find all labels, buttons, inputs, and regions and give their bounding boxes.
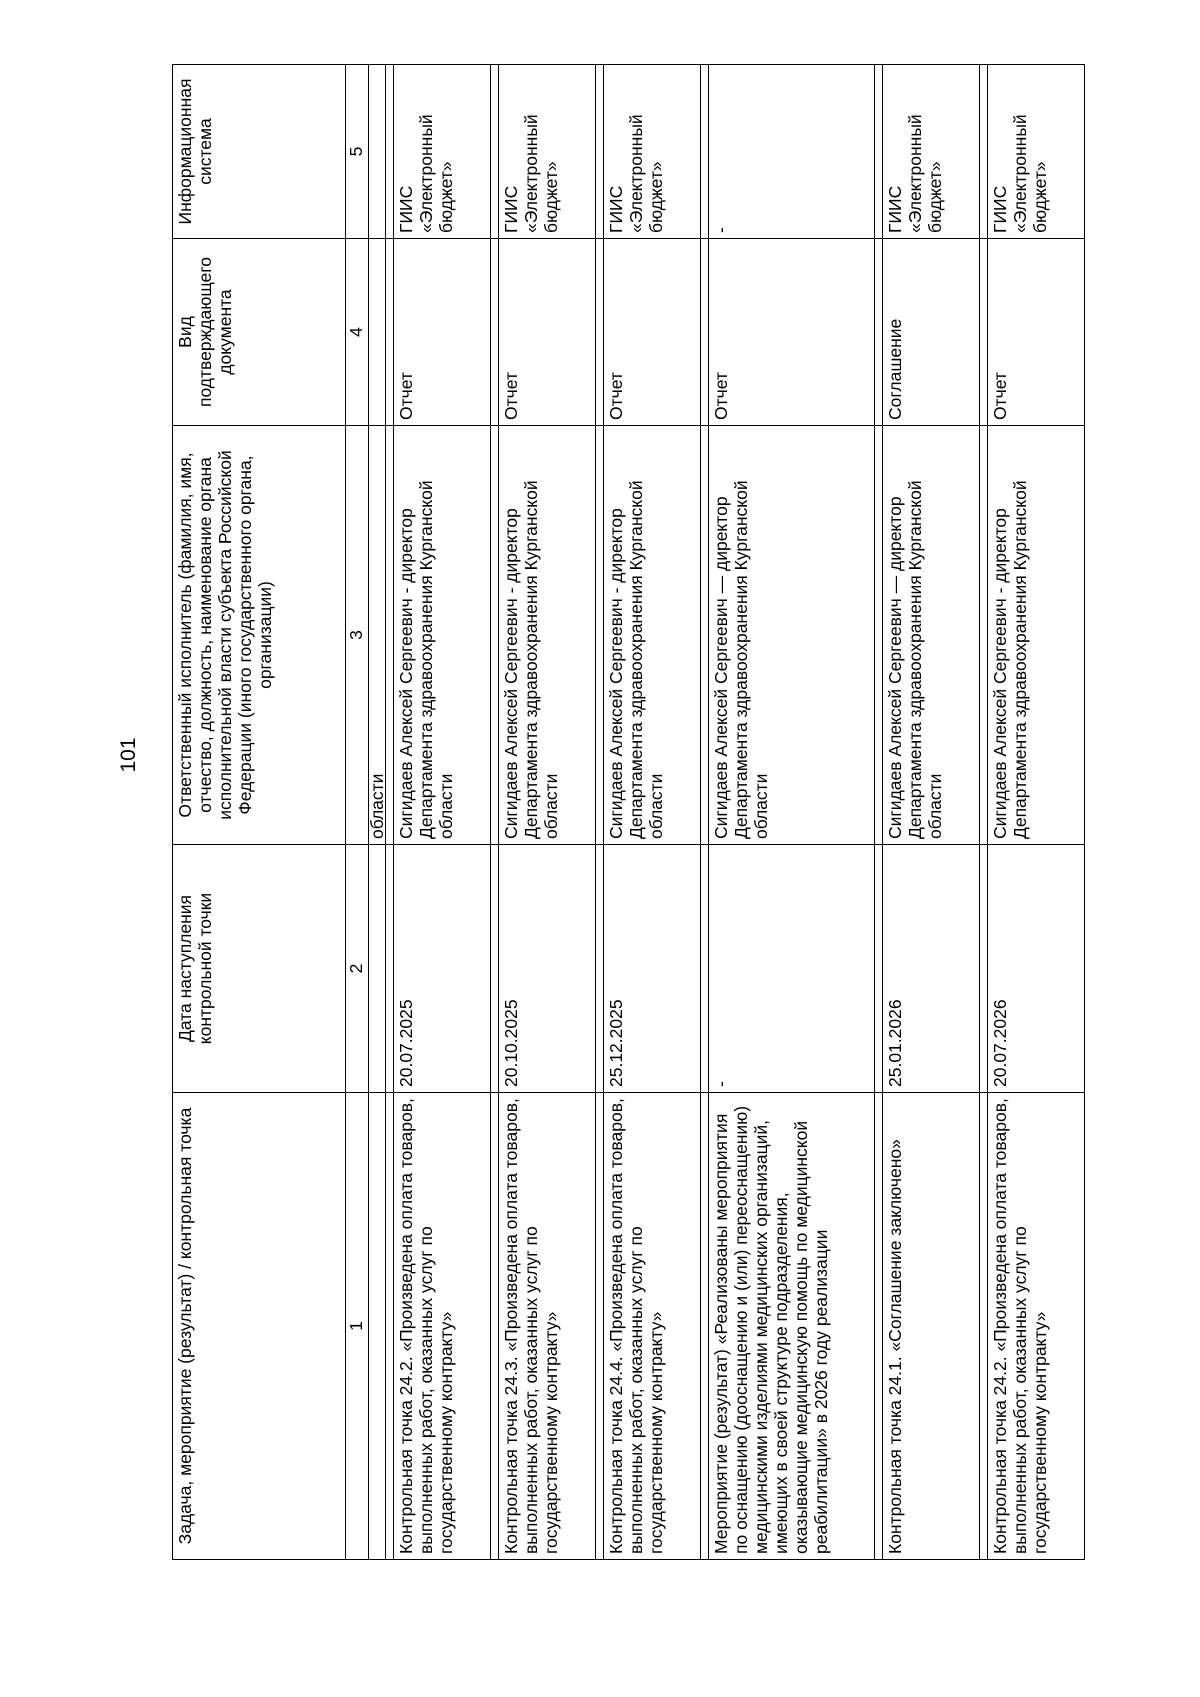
task-cell: Контрольная точка 24.4. «Произведена оплата товаров, выполненных работ, оказанных услуг по государственному контракту» [604,1093,701,1560]
executor-cell: Сигидаев Алексей Сергеевич - директор Департамента здравоохранения Курганской [988,426,1085,845]
task-cell: Контрольная точка 24.1. «Соглашение заключено» [883,1093,980,1560]
executor-cell: Сигидаев Алексей Сергеевич - директор Департамента здравоохранения Курганской области [394,426,491,845]
document-cell: Отчет [604,239,701,426]
system-cell: ГИИС «Электронный бюджет» [988,65,1085,239]
date-cell: 20.10.2025 [499,845,596,1093]
document-cell: Отчет [499,239,596,426]
date-cell: 25.12.2025 [604,845,701,1093]
header-executor: Ответственный исполнитель (фамилия, имя, отчество, должность, наименование органа исполнительной власти субъекта Российской Федерации (иного государственного органа, организации) [173,426,346,845]
header-date: Дата наступления контрольной точки [173,845,346,1093]
document-cell: Отчет [394,239,491,426]
system-cell: ГИИС «Электронный бюджет» [394,65,491,239]
date-cell: - [709,845,875,1093]
task-cell: Мероприятие (результат) «Реализованы мероприятия по оснащению (дооснащению и (или) переоснащению) медицинскими изделиями медицинских организаций, имеющих в своей структуре подразделения, оказывающие медицинскую помощь по медицинской реабилитации» в 2026 году реализации [709,1093,875,1560]
system-cell: ГИИС «Электронный бюджет» [499,65,596,239]
task-cell: Контрольная точка 24.2. «Произведена оплата товаров, выполненных работ, оказанных услуг по государственному контракту» [988,1093,1085,1560]
header-task: Задача, мероприятие (результат) / контрольная точка [173,1093,346,1560]
page-number: 101 [117,737,140,773]
executor-cell: Сигидаев Алексей Сергеевич — директор Департамента здравоохранения Курганской области [883,426,980,845]
system-cell: ГИИС «Электронный бюджет» [883,65,980,239]
system-cell: ГИИС «Электронный бюджет» [604,65,701,239]
column-number: 2 [346,845,369,1093]
executor-cell: Сигидаев Алексей Сергеевич - директор Департамента здравоохранения Курганской области [604,426,701,845]
column-number: 3 [346,426,369,845]
document-cell: Соглашение [883,239,980,426]
task-cell: Контрольная точка 24.2. «Произведена оплата товаров, выполненных работ, оказанных услуг по государственному контракту» [394,1093,491,1560]
table-rows-layer [172,65,1076,1560]
date-cell: 20.07.2025 [394,845,491,1093]
column-number: 4 [346,239,369,426]
date-cell: 20.07.2026 [988,845,1085,1093]
column-number: 1 [346,1093,369,1560]
document-cell: Отчет [988,239,1085,426]
system-cell: - [709,65,875,239]
document-cell: Отчет [709,239,875,426]
date-cell: 25.01.2026 [883,845,980,1093]
column-number: 5 [346,65,369,239]
header-document: Вид подтверждающего документа [173,239,346,426]
executor-cell: Сигидаев Алексей Сергеевич - директор Департамента здравоохранения Курганской области [499,426,596,845]
continuation-cell: области [369,426,386,845]
header-system: Информационная система [173,65,346,239]
executor-cell: Сигидаев Алексей Сергеевич — директор Департамента здравоохранения Курганской области [709,426,875,845]
task-cell: Контрольная точка 24.3. «Произведена оплата товаров, выполненных работ, оказанных услуг по государственному контракту» [499,1093,596,1560]
